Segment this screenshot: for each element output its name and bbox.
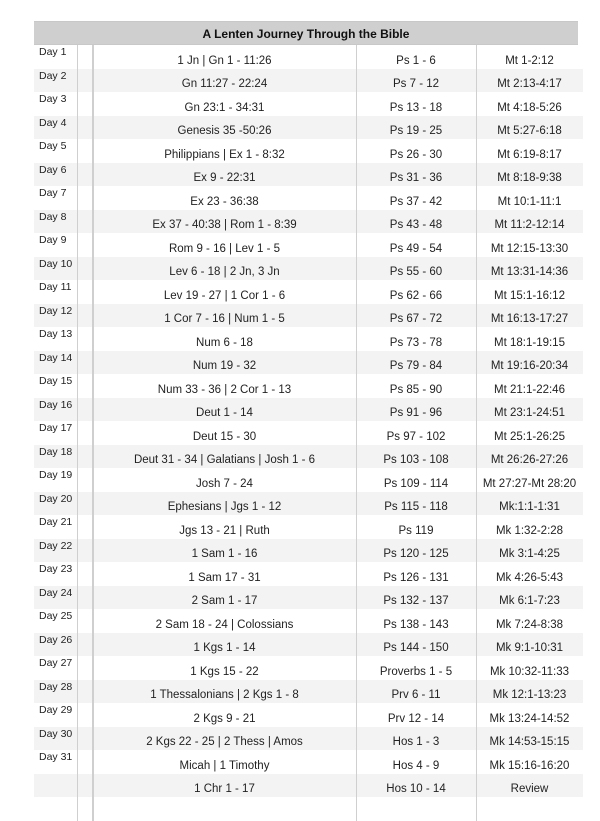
- spacer-cell: [77, 445, 92, 469]
- spacer-cell: [77, 257, 92, 281]
- new-testament-reading: Mt 2:13-4:17: [476, 69, 583, 93]
- day-label: Day 24: [34, 586, 77, 610]
- spacer-cell: [77, 727, 92, 751]
- psalms-proverbs-reading: Ps 13 - 18: [356, 92, 476, 116]
- old-testament-reading: Ephesians | Jgs 1 - 12: [93, 492, 356, 516]
- day-label: Day 16: [34, 398, 77, 422]
- old-testament-reading: Deut 31 - 34 | Galatians | Josh 1 - 6: [93, 445, 356, 469]
- day-label: Day 4: [34, 116, 77, 140]
- old-testament-reading: Rom 9 - 16 | Lev 1 - 5: [93, 233, 356, 257]
- psalms-proverbs-reading: Ps 115 - 118: [356, 492, 476, 516]
- table-row: [34, 774, 583, 798]
- table-row: [34, 656, 583, 680]
- new-testament-reading: Mk 1:32-2:28: [495, 524, 564, 537]
- spacer-cell: [77, 633, 92, 657]
- day-label: Day 13: [34, 327, 77, 351]
- day-label: Day 3: [34, 92, 77, 116]
- spacer-cell: [77, 398, 92, 422]
- table-row: [34, 280, 583, 304]
- new-testament-reading: Mk 7:24-8:38: [495, 618, 564, 631]
- new-testament-reading: Mk 3:1-4:25: [476, 539, 583, 563]
- new-testament-reading: Mk 10:32-11:33: [489, 665, 570, 678]
- day-label: Day 23: [34, 562, 77, 586]
- new-testament-reading: Mt 1-2:12: [505, 54, 554, 67]
- table-row: [34, 586, 583, 610]
- old-testament-reading: Num 33 - 36 | 2 Cor 1 - 13: [93, 374, 356, 398]
- new-testament-reading: Mt 25:1-26:25: [494, 430, 565, 443]
- old-testament-reading: 2 Kgs 9 - 21: [93, 703, 356, 727]
- psalms-proverbs-reading: Ps 120 - 125: [356, 539, 476, 563]
- table-row: [34, 750, 583, 774]
- new-testament-reading: Mk 6:1-7:23: [476, 586, 583, 610]
- old-testament-reading: Num 19 - 32: [93, 351, 356, 375]
- spacer-cell: [77, 374, 92, 398]
- new-testament-reading: Review: [476, 774, 583, 798]
- table-row: [34, 351, 583, 375]
- spacer-cell: [77, 92, 92, 116]
- day-label: Day 27: [34, 656, 77, 680]
- old-testament-reading: Genesis 35 -50:26: [93, 116, 356, 140]
- table-row: [34, 421, 583, 445]
- old-testament-reading: Ex 23 - 36:38: [93, 186, 356, 210]
- table-row: [34, 374, 583, 398]
- psalms-proverbs-reading: Prv 12 - 14: [356, 703, 476, 727]
- psalms-proverbs-reading: Ps 62 - 66: [356, 280, 476, 304]
- table-row: [34, 703, 583, 727]
- psalms-proverbs-reading: Ps 97 - 102: [356, 421, 476, 445]
- old-testament-reading: 2 Kgs 22 - 25 | 2 Thess | Amos: [93, 727, 356, 751]
- table-row: [34, 445, 583, 469]
- day-label: Day 22: [34, 539, 77, 563]
- new-testament-reading: Mk 4:26-5:43: [495, 571, 564, 584]
- new-testament-reading: Mk 15:16-16:20: [489, 759, 570, 772]
- old-testament-reading: Num 6 - 18: [93, 327, 356, 351]
- psalms-proverbs-reading: Ps 37 - 42: [356, 186, 476, 210]
- old-testament-reading: Deut 1 - 14: [93, 398, 356, 422]
- psalms-proverbs-reading: Ps 79 - 84: [356, 351, 476, 375]
- old-testament-reading: 1 Kgs 1 - 14: [93, 633, 356, 657]
- spacer-cell: [77, 186, 92, 210]
- psalms-proverbs-reading: Ps 49 - 54: [356, 233, 476, 257]
- new-testament-reading: Mt 23:1-24:51: [476, 398, 583, 422]
- old-testament-reading: 2 Sam 18 - 24 | Colossians: [93, 609, 356, 633]
- psalms-proverbs-reading: Ps 91 - 96: [356, 398, 476, 422]
- spacer-cell: [77, 703, 92, 727]
- day-label: Day 30: [34, 727, 77, 751]
- new-testament-reading: Mk 12:1-13:23: [476, 680, 583, 704]
- old-testament-reading: Jgs 13 - 21 | Ruth: [93, 515, 356, 539]
- reading-rows: [34, 45, 583, 821]
- spacer-cell: [77, 304, 92, 328]
- day-label: Day 5: [34, 139, 77, 163]
- table-row: [34, 327, 583, 351]
- table-row: [34, 139, 583, 163]
- old-testament-reading: Micah | 1 Timothy: [93, 750, 356, 774]
- old-testament-reading: 1 Sam 17 - 31: [93, 562, 356, 586]
- psalms-proverbs-reading: Ps 31 - 36: [356, 163, 476, 187]
- psalms-proverbs-reading: Hos 4 - 9: [356, 750, 476, 774]
- spacer-cell: [77, 139, 92, 163]
- day-label: Day 17: [34, 421, 77, 445]
- sheet-title: A Lenten Journey Through the Bible: [34, 21, 578, 45]
- day-label: Day 26: [34, 633, 77, 657]
- new-testament-reading: Mt 6:19-8:17: [497, 148, 562, 161]
- psalms-proverbs-reading: Ps 67 - 72: [356, 304, 476, 328]
- psalms-proverbs-reading: Ps 7 - 12: [356, 69, 476, 93]
- psalms-proverbs-reading: Ps 138 - 143: [356, 609, 476, 633]
- table-row: [34, 186, 583, 210]
- table-row: [34, 257, 583, 281]
- spacer-cell: [77, 492, 92, 516]
- day-label: Day 7: [34, 186, 77, 210]
- spacer-cell: [77, 233, 92, 257]
- old-testament-reading: Lev 6 - 18 | 2 Jn, 3 Jn: [93, 257, 356, 281]
- day-label: Day 31: [34, 750, 77, 774]
- old-testament-reading: Gn 11:27 - 22:24: [93, 69, 356, 93]
- day-label: [34, 797, 77, 821]
- new-testament-reading: Mt 4:18-5:26: [497, 101, 562, 114]
- table-row: [34, 492, 583, 516]
- day-label: Day 15: [34, 374, 77, 398]
- day-label: Day 2: [34, 69, 77, 93]
- spacer-cell: [77, 45, 92, 69]
- new-testament-reading: Mt 18:1-19:15: [494, 336, 565, 349]
- psalms-proverbs-reading: Proverbs 1 - 5: [356, 656, 476, 680]
- day-label: [34, 774, 77, 798]
- psalms-proverbs-reading: Ps 144 - 150: [356, 633, 476, 657]
- spacer-cell: [77, 750, 92, 774]
- new-testament-reading: Mt 27:27-Mt 28:20: [482, 477, 577, 490]
- old-testament-reading: 1 Kgs 15 - 22: [93, 656, 356, 680]
- table-row: [34, 210, 583, 234]
- table-row: [34, 69, 583, 93]
- table-row: [34, 45, 583, 69]
- spacer-cell: [77, 656, 92, 680]
- table-row: [34, 633, 583, 657]
- new-testament-reading: Mt 19:16-20:34: [476, 351, 583, 375]
- spacer-cell: [77, 515, 92, 539]
- spacer-cell: [77, 280, 92, 304]
- new-testament-reading: Mk 9:1-10:31: [476, 633, 583, 657]
- psalms-proverbs-reading: Ps 43 - 48: [356, 210, 476, 234]
- psalms-proverbs-reading: Ps 85 - 90: [356, 374, 476, 398]
- day-label: Day 11: [34, 280, 77, 304]
- table-row: [34, 515, 583, 539]
- day-label: Day 28: [34, 680, 77, 704]
- table-row: [34, 797, 583, 821]
- new-testament-reading: [476, 797, 583, 821]
- old-testament-reading: Lev 19 - 27 | 1 Cor 1 - 6: [93, 280, 356, 304]
- old-testament-reading: [93, 797, 356, 821]
- spacer-cell: [77, 69, 92, 93]
- old-testament-reading: 1 Cor 7 - 16 | Num 1 - 5: [93, 304, 356, 328]
- psalms-proverbs-reading: Ps 55 - 60: [356, 257, 476, 281]
- old-testament-reading: Ex 37 - 40:38 | Rom 1 - 8:39: [93, 210, 356, 234]
- day-label: Day 25: [34, 609, 77, 633]
- table-row: [34, 163, 583, 187]
- psalms-proverbs-reading: [356, 797, 476, 821]
- new-testament-reading: Mt 5:27-6:18: [476, 116, 583, 140]
- old-testament-reading: 1 Jn | Gn 1 - 11:26: [93, 45, 356, 69]
- old-testament-reading: Philippians | Ex 1 - 8:32: [93, 139, 356, 163]
- spacer-cell: [77, 680, 92, 704]
- psalms-proverbs-reading: Ps 1 - 6: [356, 45, 476, 69]
- new-testament-reading: Mt 13:31-14:36: [476, 257, 583, 281]
- psalms-proverbs-reading: Ps 103 - 108: [356, 445, 476, 469]
- psalms-proverbs-reading: Ps 26 - 30: [356, 139, 476, 163]
- psalms-proverbs-reading: Ps 126 - 131: [356, 562, 476, 586]
- spacer-cell: [77, 609, 92, 633]
- day-label: Day 6: [34, 163, 77, 187]
- new-testament-reading: Mk:1:1-1:31: [476, 492, 583, 516]
- day-label: Day 19: [34, 468, 77, 492]
- spacer-cell: [77, 539, 92, 563]
- day-label: Day 1: [34, 45, 77, 69]
- day-label: Day 21: [34, 515, 77, 539]
- spacer-cell: [77, 421, 92, 445]
- psalms-proverbs-reading: Hos 1 - 3: [356, 727, 476, 751]
- table-row: [34, 398, 583, 422]
- table-row: [34, 92, 583, 116]
- day-label: Day 18: [34, 445, 77, 469]
- old-testament-reading: Deut 15 - 30: [93, 421, 356, 445]
- new-testament-reading: Mt 15:1-16:12: [494, 289, 565, 302]
- table-row: [34, 304, 583, 328]
- new-testament-reading: Mt 12:15-13:30: [490, 242, 569, 255]
- table-row: [34, 539, 583, 563]
- day-label: Day 9: [34, 233, 77, 257]
- psalms-proverbs-reading: Ps 73 - 78: [356, 327, 476, 351]
- new-testament-reading: Mk 14:53-15:15: [476, 727, 583, 751]
- old-testament-reading: Ex 9 - 22:31: [93, 163, 356, 187]
- spacer-cell: [77, 562, 92, 586]
- new-testament-reading: Mt 16:13-17:27: [476, 304, 583, 328]
- spacer-cell: [77, 797, 92, 821]
- day-label: Day 20: [34, 492, 77, 516]
- old-testament-reading: 1 Chr 1 - 17: [93, 774, 356, 798]
- table-row: [34, 468, 583, 492]
- spacer-cell: [77, 116, 92, 140]
- old-testament-reading: Josh 7 - 24: [93, 468, 356, 492]
- table-row: [34, 116, 583, 140]
- psalms-proverbs-reading: Ps 132 - 137: [356, 586, 476, 610]
- spacer-cell: [77, 163, 92, 187]
- new-testament-reading: Mt 8:18-9:38: [476, 163, 583, 187]
- spacer-cell: [77, 468, 92, 492]
- new-testament-reading: Mt 21:1-22:46: [494, 383, 565, 396]
- day-label: Day 10: [34, 257, 77, 281]
- day-label: Day 14: [34, 351, 77, 375]
- old-testament-reading: Gn 23:1 - 34:31: [93, 92, 356, 116]
- spacer-cell: [77, 774, 92, 798]
- day-label: Day 12: [34, 304, 77, 328]
- psalms-proverbs-reading: Prv 6 - 11: [356, 680, 476, 704]
- new-testament-reading: Mt 26:26-27:26: [476, 445, 583, 469]
- table-row: [34, 727, 583, 751]
- new-testament-reading: Mt 10:1-11:1: [497, 195, 562, 208]
- table-row: [34, 609, 583, 633]
- spacer-cell: [77, 327, 92, 351]
- old-testament-reading: 2 Sam 1 - 17: [93, 586, 356, 610]
- psalms-proverbs-reading: Ps 119: [356, 515, 476, 539]
- spacer-cell: [77, 351, 92, 375]
- psalms-proverbs-reading: Ps 109 - 114: [356, 468, 476, 492]
- old-testament-reading: 1 Sam 1 - 16: [93, 539, 356, 563]
- table-row: [34, 680, 583, 704]
- spacer-cell: [77, 586, 92, 610]
- table-row: [34, 233, 583, 257]
- day-label: Day 8: [34, 210, 77, 234]
- psalms-proverbs-reading: Ps 19 - 25: [356, 116, 476, 140]
- spacer-cell: [77, 210, 92, 234]
- new-testament-reading: Mk 13:24-14:52: [489, 712, 570, 725]
- psalms-proverbs-reading: Hos 10 - 14: [356, 774, 476, 798]
- day-label: Day 29: [34, 703, 77, 727]
- new-testament-reading: Mt 11:2-12:14: [476, 210, 583, 234]
- old-testament-reading: 1 Thessalonians | 2 Kgs 1 - 8: [93, 680, 356, 704]
- reading-table: [34, 45, 583, 821]
- reading-plan-sheet: [34, 21, 578, 821]
- table-row: [34, 562, 583, 586]
